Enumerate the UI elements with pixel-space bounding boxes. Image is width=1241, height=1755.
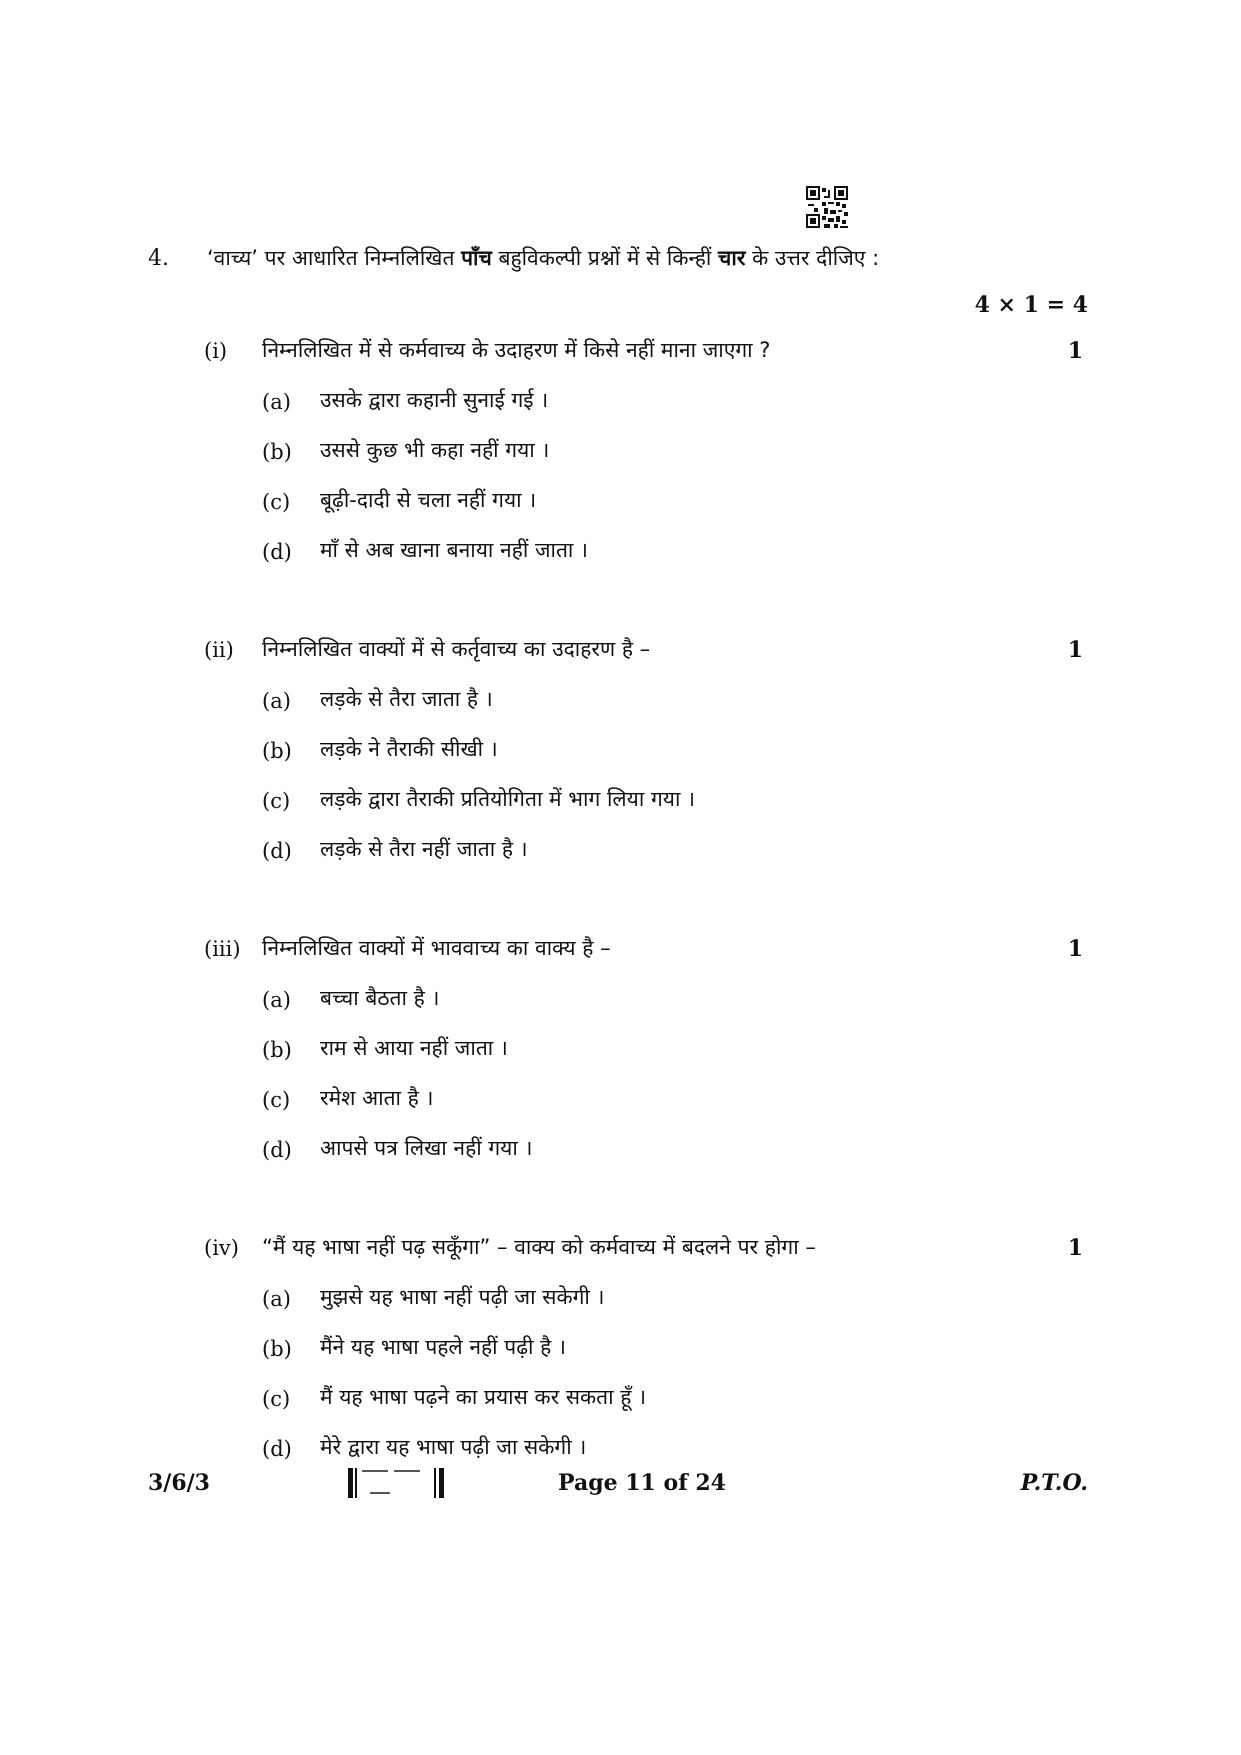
option-text: बच्चा बैठता है । xyxy=(320,986,440,1010)
pto-label: P.T.O. xyxy=(1020,1470,1088,1496)
option-label: (c) xyxy=(262,1387,291,1411)
marks-total: 4 × 1 = 4 xyxy=(974,292,1088,318)
option-text: उसके द्वारा कहानी सुनाई गई । xyxy=(320,388,549,412)
option-text: लड़के से तैरा जाता है । xyxy=(320,687,493,711)
option-text: आपसे पत्र लिखा नहीं गया । xyxy=(320,1136,533,1160)
option-text: मेरे द्वारा यह भाषा पढ़ी जा सकेगी । xyxy=(320,1435,587,1459)
option-label: (d) xyxy=(262,839,292,863)
subquestion-text: निम्नलिखित में से कर्मवाच्य के उदाहरण में किसे नहीं माना जाएगा ? xyxy=(262,338,771,362)
subquestion-marks: 1 xyxy=(1067,936,1083,962)
barcode-icon xyxy=(348,1466,448,1500)
option-label: (b) xyxy=(262,1337,292,1361)
option-label: (a) xyxy=(262,390,291,414)
option-text: बूढ़ी-दादी से चला नहीं गया । xyxy=(320,488,537,512)
option-label: (d) xyxy=(262,1437,292,1461)
instruction-part: ‘वाच्य’ पर आधारित निम्नलिखित xyxy=(207,246,462,270)
option-text: लड़के से तैरा नहीं जाता है । xyxy=(320,837,528,861)
subquestion-label: (iii) xyxy=(204,937,241,961)
option-label: (c) xyxy=(262,789,291,813)
option-text: मैंने यह भाषा पहले नहीं पढ़ी है । xyxy=(320,1335,566,1359)
question-instruction xyxy=(207,244,879,272)
subquestion-text: निम्नलिखित वाक्यों में भाववाच्य का वाक्य है – xyxy=(262,936,611,960)
option-text: मैं यह भाषा पढ़ने का प्रयास कर सकता हूँ । xyxy=(320,1385,647,1409)
option-text: लड़के द्वारा तैराकी प्रतियोगिता में भाग लिया गया । xyxy=(320,787,696,811)
paper-code: 3/6/3 xyxy=(148,1470,210,1496)
instruction-part: बहुविकल्पी प्रश्नों में से किन्हीं xyxy=(491,246,719,270)
subquestion-marks: 1 xyxy=(1067,1235,1083,1261)
page-number: Page 11 of 24 xyxy=(558,1470,726,1496)
option-label: (d) xyxy=(262,1138,292,1162)
subquestion-marks: 1 xyxy=(1067,637,1083,663)
instruction-part: के उत्तर दीजिए : xyxy=(745,246,880,270)
option-label: (a) xyxy=(262,1287,291,1311)
option-text: लड़के ने तैराकी सीखी । xyxy=(320,737,498,761)
option-text: राम से आया नहीं जाता । xyxy=(320,1036,508,1060)
qr-code-icon xyxy=(806,186,848,228)
subquestion-label: (i) xyxy=(204,339,228,363)
option-label: (a) xyxy=(262,689,291,713)
option-label: (b) xyxy=(262,739,292,763)
instruction-part-bold: चार xyxy=(718,246,746,270)
option-label: (b) xyxy=(262,1038,292,1062)
subquestion-marks: 1 xyxy=(1067,338,1083,364)
option-text: माँ से अब खाना बनाया नहीं जाता । xyxy=(320,538,589,562)
option-label: (b) xyxy=(262,440,292,464)
instruction-part-bold: पाँच xyxy=(461,246,492,270)
question-number: 4. xyxy=(148,246,169,271)
option-text: मुझसे यह भाषा नहीं पढ़ी जा सकेगी । xyxy=(320,1285,605,1309)
subquestion-label: (ii) xyxy=(204,638,234,662)
option-label: (a) xyxy=(262,988,291,1012)
option-label: (c) xyxy=(262,1088,291,1112)
subquestion-label: (iv) xyxy=(204,1236,239,1260)
option-label: (c) xyxy=(262,490,291,514)
subquestion-text: निम्नलिखित वाक्यों में से कर्तृवाच्य का उदाहरण है – xyxy=(262,637,651,661)
option-text: रमेश आता है । xyxy=(320,1086,434,1110)
option-label: (d) xyxy=(262,540,292,564)
option-text: उससे कुछ भी कहा नहीं गया । xyxy=(320,438,550,462)
subquestion-text: “मैं यह भाषा नहीं पढ़ सकूँगा” – वाक्य को कर्मवाच्य में बदलने पर होगा – xyxy=(262,1235,816,1259)
